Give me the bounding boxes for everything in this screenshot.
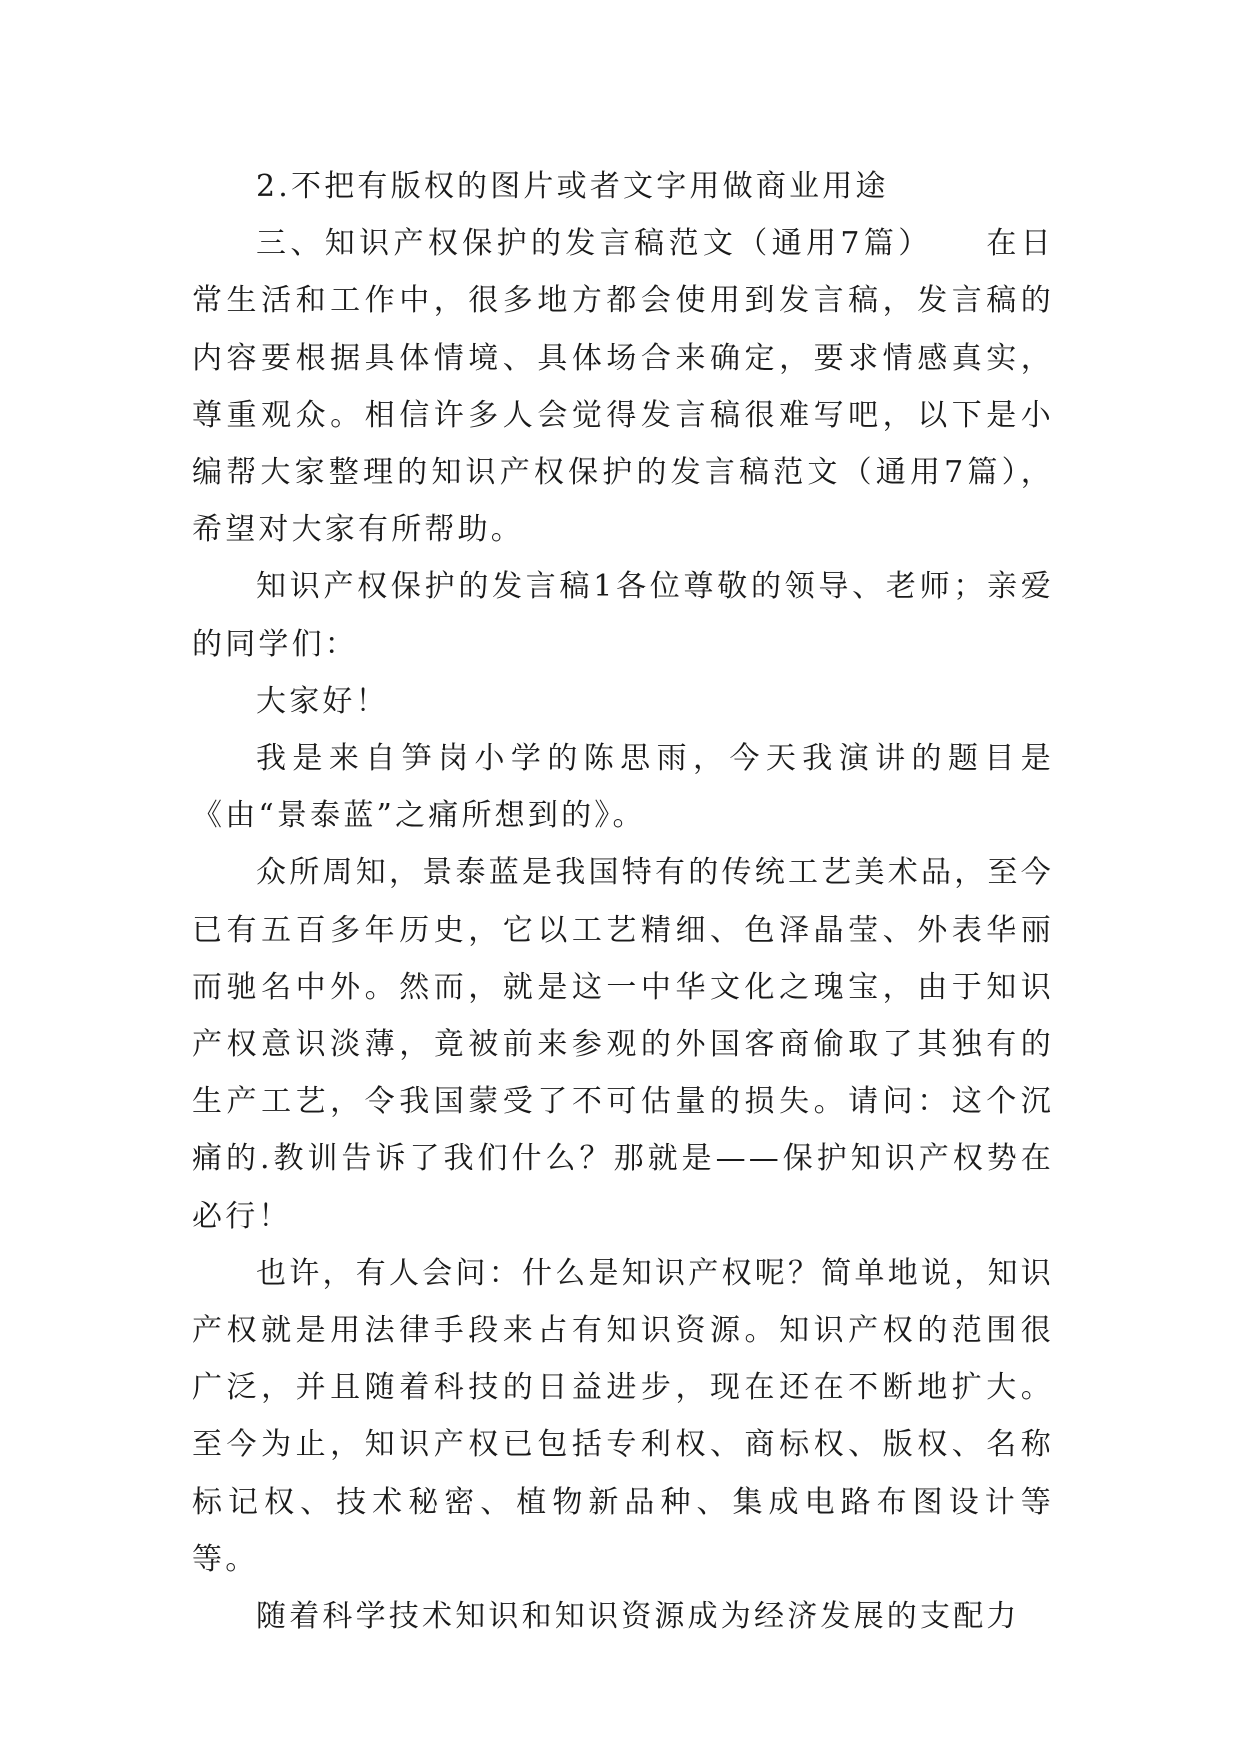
document-body bbox=[192, 158, 1054, 1645]
paragraph-speaker-intro: 我是来自笋岗小学的陈思雨，今天我演讲的题目是《由“景泰蓝”之痛所想到的》。 bbox=[192, 741, 1054, 834]
paragraph-copyright-rule: 2.不把有版权的图片或者文字用做商业用途 bbox=[256, 169, 889, 204]
paragraph-tech-knowledge: 随着科学技术知识和知识资源成为经济发展的支配力 bbox=[256, 1599, 1020, 1635]
paragraph-speech-one-salutation: 知识产权保护的发言稿1各位尊敬的领导、老师；亲爱的同学们： bbox=[192, 569, 1054, 662]
paragraph-greeting: 大家好！ bbox=[256, 683, 389, 719]
paragraph-cloisonne-story: 众所周知，景泰蓝是我国特有的传统工艺美术品，至今已有五百多年历史，它以工艺精细、色泽晶莹、外表华丽而驰名中外。然而，就是这一中华文化之瑰宝，由于知识产权意识淡薄，竟被前来参观的外国客商偷取了其独有的生产工艺，令我国蒙受了不可估量的损失。请问：这个沉痛的.教训告诉了我们什么？那就是——保护知识产权势在必行！ bbox=[192, 855, 1054, 1234]
paragraph-section-three-intro: 三、知识产权保护的发言稿范文（通用7篇） 在日常生活和工作中，很多地方都会使用到发言稿，发言稿的内容要根据具体情境、具体场合来确定，要求情感真实，尊重观众。相信许多人会觉得发言稿很难写吧，以下是小编帮大家整理的知识产权保护的发言稿范文（通用7篇），希望对大家有所帮助。 bbox=[192, 226, 1054, 548]
paragraph-ip-definition: 也许，有人会问：什么是知识产权呢？简单地说，知识产权就是用法律手段来占有知识资源。知识产权的范围很广泛，并且随着科技的日益进步，现在还在不断地扩大。至今为止，知识产权已包括专利权、商标权、版权、名称标记权、技术秘密、植物新品种、集成电路布图设计等等。 bbox=[192, 1255, 1054, 1577]
